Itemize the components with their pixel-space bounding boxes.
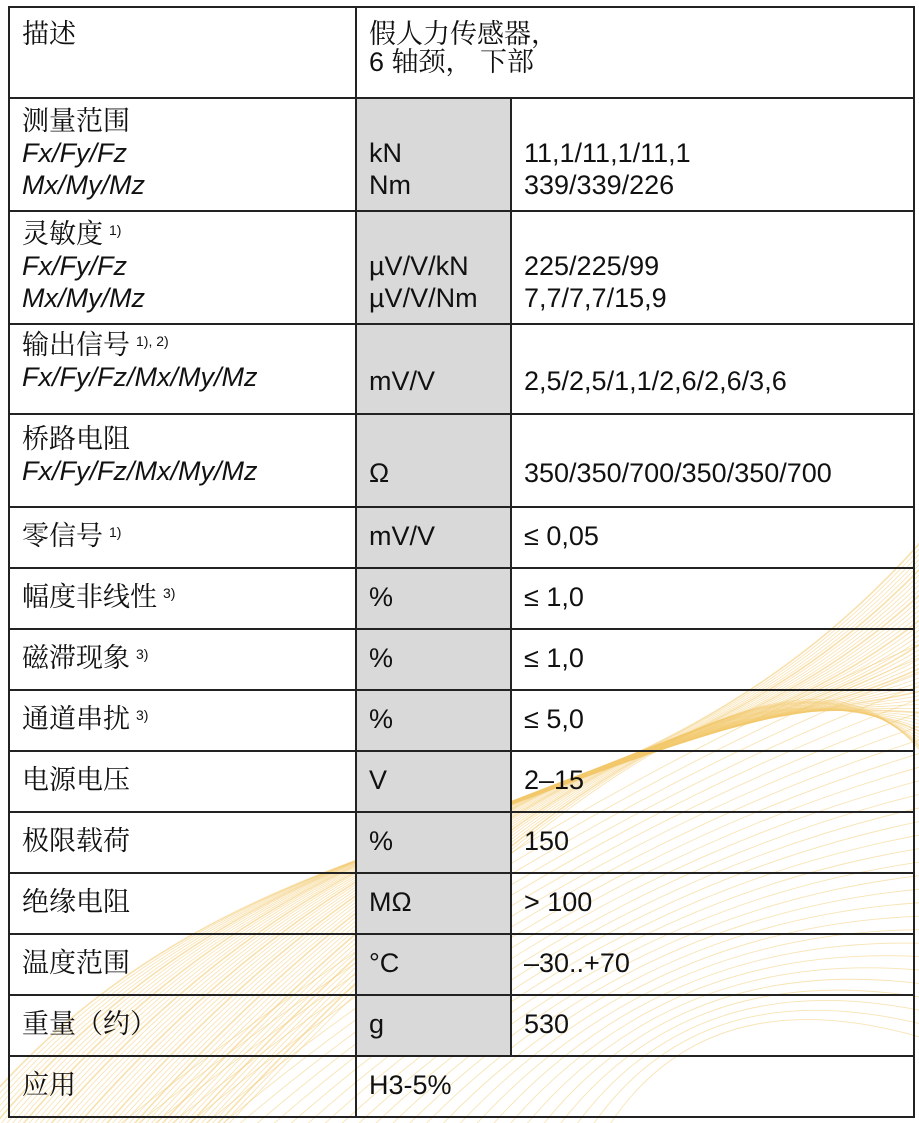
table-row bbox=[9, 568, 914, 629]
unit-cell: g bbox=[356, 995, 511, 1056]
table-row bbox=[9, 507, 914, 568]
value-cell: 350/350/700/350/350/700 bbox=[511, 414, 914, 507]
table-row bbox=[9, 873, 914, 934]
table-row bbox=[9, 690, 914, 751]
value-cell: 2,5/2,5/1,1/2,6/2,6/3,6 bbox=[511, 324, 914, 414]
unit-cell: % bbox=[356, 629, 511, 690]
value-cell: > 100 bbox=[511, 873, 914, 934]
row-label: 零信号 $^{1)}$ bbox=[9, 507, 356, 568]
unit-cell: V bbox=[356, 751, 511, 812]
row-label: 绝缘电阻 bbox=[9, 873, 356, 934]
unit-cell: % bbox=[356, 812, 511, 873]
row-label: 桥路电阻 Fx/Fy/Fz/Mx/My/Mz bbox=[9, 414, 356, 507]
table-row bbox=[9, 7, 914, 98]
table-row bbox=[9, 98, 914, 211]
row-label: 温度范围 bbox=[9, 934, 356, 995]
table-row bbox=[9, 1056, 914, 1117]
value-cell: 150 bbox=[511, 812, 914, 873]
table-row bbox=[9, 629, 914, 690]
table-row bbox=[9, 211, 914, 324]
value-cell: ≤ 1,0 bbox=[511, 568, 914, 629]
table-row bbox=[9, 751, 914, 812]
row-label: 通道串扰 $^{3)}$ bbox=[9, 690, 356, 751]
value-cell: ≤ 5,0 bbox=[511, 690, 914, 751]
row-label: 描述 bbox=[9, 7, 356, 98]
value-cell: ≤ 0,05 bbox=[511, 507, 914, 568]
row-label: 磁滞现象 $^{3)}$ bbox=[9, 629, 356, 690]
unit-cell: % bbox=[356, 568, 511, 629]
row-label: 电源电压 bbox=[9, 751, 356, 812]
value-cell: –30..+70 bbox=[511, 934, 914, 995]
spec-table bbox=[8, 6, 915, 1118]
row-label: 应用 bbox=[9, 1056, 356, 1117]
unit-cell: °C bbox=[356, 934, 511, 995]
table-row bbox=[9, 995, 914, 1056]
row-label: 幅度非线性 $^{3)}$ bbox=[9, 568, 356, 629]
table-row bbox=[9, 324, 914, 414]
unit-cell: µV/V/kN µV/V/Nm bbox=[356, 211, 511, 324]
unit-cell: kN Nm bbox=[356, 98, 511, 211]
application-value: H3-5% bbox=[356, 1056, 914, 1117]
unit-cell: % bbox=[356, 690, 511, 751]
table-row bbox=[9, 934, 914, 995]
row-label: 测量范围 Fx/Fy/Fz Mx/My/Mz bbox=[9, 98, 356, 211]
table-row bbox=[9, 812, 914, 873]
value-cell: 11,1/11,1/11,1 339/339/226 bbox=[511, 98, 914, 211]
value-cell: 530 bbox=[511, 995, 914, 1056]
unit-cell: mV/V bbox=[356, 324, 511, 414]
row-label: 重量（约） bbox=[9, 995, 356, 1056]
unit-cell: MΩ bbox=[356, 873, 511, 934]
value-cell: ≤ 1,0 bbox=[511, 629, 914, 690]
row-label: 极限载荷 bbox=[9, 812, 356, 873]
table-row bbox=[9, 414, 914, 507]
row-label: 灵敏度 $^{1)}$ Fx/Fy/Fz Mx/My/Mz bbox=[9, 211, 356, 324]
value-cell: 225/225/99 7,7/7,7/15,9 bbox=[511, 211, 914, 324]
value-cell: 2–15 bbox=[511, 751, 914, 812]
description-value: 假人力传感器， 6 轴颈， 下部 bbox=[356, 7, 914, 98]
unit-cell: mV/V bbox=[356, 507, 511, 568]
unit-cell: Ω bbox=[356, 414, 511, 507]
row-label: 输出信号 $^{1), 2)}$ Fx/Fy/Fz/Mx/My/Mz bbox=[9, 324, 356, 414]
